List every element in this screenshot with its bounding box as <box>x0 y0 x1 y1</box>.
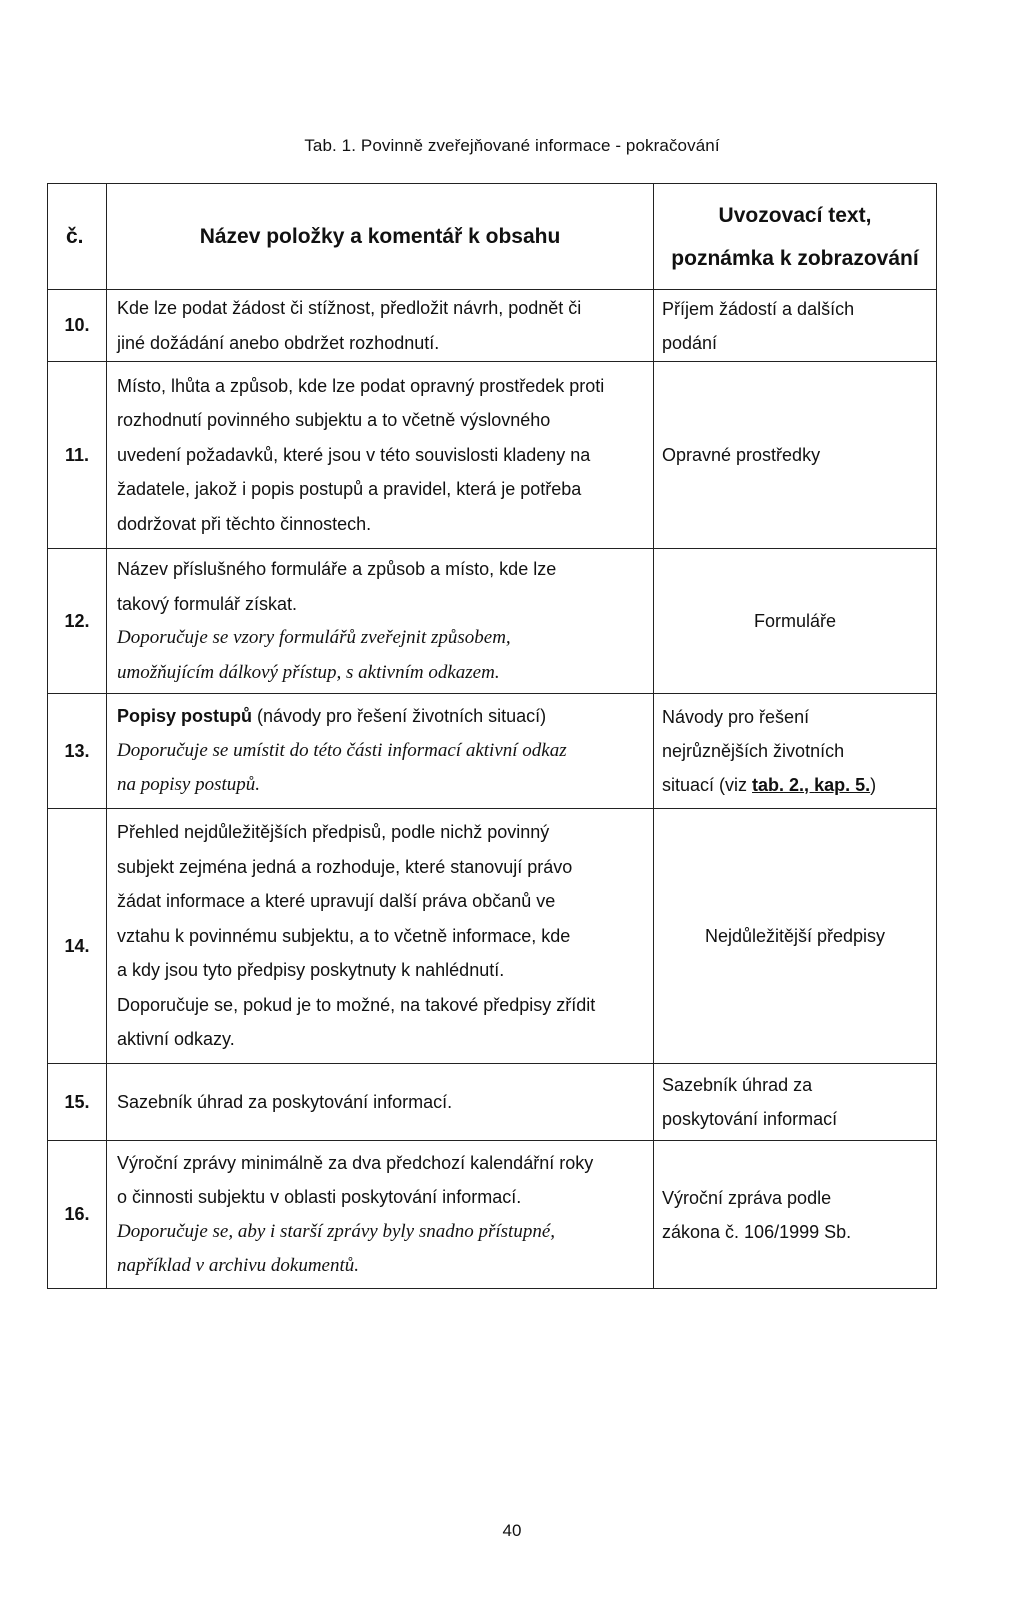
text-line: aktivní odkazy. <box>117 1029 235 1050</box>
recommendation-line: na popisy postupů. <box>117 774 261 796</box>
text-line: Doporučuje se, pokud je to možné, na takové předpisy zřídit <box>117 994 596 1015</box>
side-line: Opravné prostředky <box>662 445 821 465</box>
text-line: dodržovat při těchto činnostech. <box>117 513 372 534</box>
row-side <box>654 362 937 549</box>
row-text <box>107 1064 654 1141</box>
text-line: jiné dožádání anebo obdržet rozhodnutí. <box>117 332 440 353</box>
text-line: o činnosti subjektu v oblasti poskytování informací. <box>117 1187 522 1207</box>
row-side <box>654 1141 937 1289</box>
page-number: 40 <box>502 1521 522 1540</box>
text-line: vztahu k povinnému subjektu, a to včetně informace, kde <box>117 925 571 946</box>
text-line: a kdy jsou tyto předpisy poskytnuty k nahlédnutí. <box>117 960 505 981</box>
text-line <box>117 699 647 734</box>
text-line: Místo, lhůta a způsob, kde lze podat opravný prostředek proti <box>117 375 605 396</box>
recommendation-line: Doporučuje se umístit do této části informací aktivní odkaz <box>117 739 567 761</box>
text-line: Kde lze podat žádost či stížnost, předložit návrh, podnět či <box>117 298 582 318</box>
text-fragment: ) <box>870 775 877 795</box>
header-uvoz-line2: poznámka k zobrazování <box>671 246 919 270</box>
table-row <box>48 809 937 1064</box>
row-text <box>107 362 654 549</box>
side-line: Nejdůležitější předpisy <box>704 926 886 946</box>
table-row <box>48 1064 937 1141</box>
table-header-row <box>48 184 937 290</box>
row-number: 14. <box>48 809 107 1064</box>
side-line: nejrůznějších životních <box>662 741 845 761</box>
header-name: Název položky a komentář k obsahu <box>107 184 654 290</box>
text-line: subjekt zejména jedná a rozhoduje, které stanovují právo <box>117 856 573 877</box>
table-caption: Tab. 1. Povinně zveřejňované informace - pokračování <box>304 136 720 155</box>
link-kap-5[interactable]: kap. 5. <box>814 775 871 795</box>
text-fragment: situací (viz <box>662 775 753 795</box>
side-line <box>662 768 936 802</box>
row-side <box>654 549 937 694</box>
row-number: 11. <box>48 362 107 549</box>
text-line: žadatele, jakož i popis postupů a pravidel, která je potřeba <box>117 479 582 500</box>
row-number: 15. <box>48 1064 107 1141</box>
text-line: takový formulář získat. <box>117 593 298 614</box>
text-line: rozhodnutí povinného subjektu a to včetně výslovného <box>117 410 551 431</box>
text-fragment: , <box>804 775 815 795</box>
header-num: č. <box>48 184 107 290</box>
recommendation-line: umožňujícím dálkový přístup, s aktivním odkazem. <box>117 661 500 683</box>
row-number: 13. <box>48 694 107 809</box>
table-row <box>48 694 937 809</box>
text-line: Název příslušného formuláře a způsob a místo, kde lze <box>117 559 557 579</box>
table-row <box>48 290 937 362</box>
text-line: Sazebník úhrad za poskytování informací. <box>117 1091 453 1112</box>
row-number: 12. <box>48 549 107 694</box>
row-text <box>107 549 654 694</box>
side-line: Návody pro řešení <box>662 707 810 727</box>
header-uvoz-line1: Uvozovací text, <box>718 203 872 227</box>
row-side <box>654 694 937 809</box>
side-line: Formuláře <box>753 611 837 631</box>
text-line: Výroční zprávy minimálně za dva předchozí kalendářní roky <box>117 1152 594 1173</box>
header-uvoz <box>654 184 937 290</box>
text-fragment: (návody pro řešení životních situací) <box>252 706 547 727</box>
row-side <box>654 1064 937 1141</box>
recommendation-line: Doporučuje se vzory formulářů zveřejnit způsobem, <box>117 627 511 648</box>
row-text <box>107 1141 654 1289</box>
row-text <box>107 809 654 1064</box>
recommendation-line: Doporučuje se, aby i starší zprávy byly snadno přístupné, <box>117 1220 556 1242</box>
row-side <box>654 809 937 1064</box>
side-line: Příjem žádostí a dalších <box>662 298 855 319</box>
side-line: poskytování informací <box>662 1109 838 1129</box>
bold-term: Popisy postupů <box>117 706 252 727</box>
side-line: Výroční zpráva podle <box>662 1187 832 1208</box>
text-line: uvedení požadavků, které jsou v této souvislosti kladeny na <box>117 444 591 465</box>
side-line: Sazebník úhrad za <box>662 1075 813 1095</box>
row-text <box>107 694 654 809</box>
text-line: Přehled nejdůležitějších předpisů, podle nichž povinný <box>117 822 550 843</box>
table-row <box>48 362 937 549</box>
info-table <box>47 183 937 1289</box>
table-row <box>48 549 937 694</box>
recommendation-line: například v archivu dokumentů. <box>117 1255 360 1276</box>
side-line: zákona č. 106/1999 Sb. <box>662 1221 852 1242</box>
row-side <box>654 290 937 362</box>
table-row <box>48 1141 937 1289</box>
row-number: 16. <box>48 1141 107 1289</box>
side-line: podání <box>662 332 718 353</box>
row-number: 10. <box>48 290 107 362</box>
row-text <box>107 290 654 362</box>
link-tab-2[interactable]: tab. 2. <box>752 775 805 795</box>
text-line: žádat informace a které upravují další práva občanů ve <box>117 891 556 912</box>
